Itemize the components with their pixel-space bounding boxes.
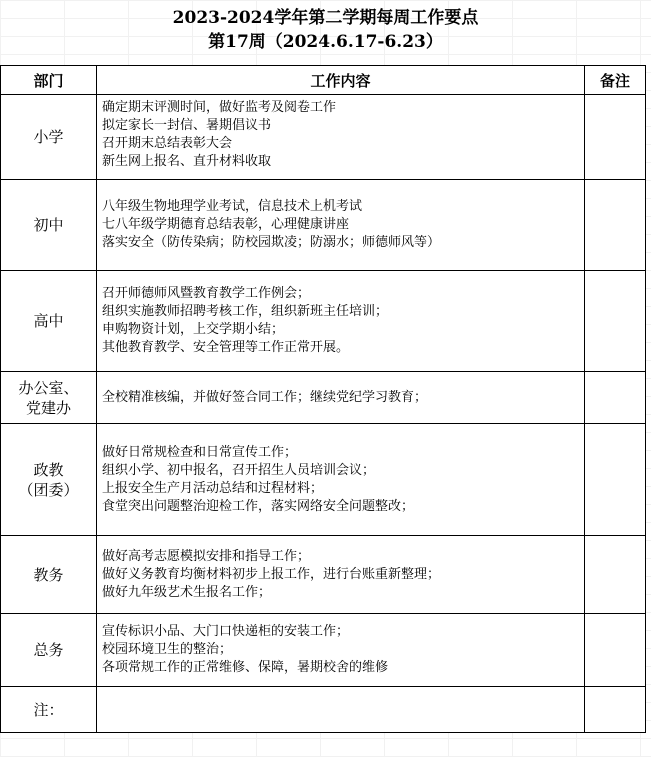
- content-line: 食堂突出问题整治迎检工作，落实网络安全问题整改；: [102, 498, 415, 514]
- row-office: [1, 372, 646, 424]
- content-cell[interactable]: [97, 536, 585, 614]
- content-cell[interactable]: [97, 372, 585, 424]
- row-general-affairs: [1, 614, 646, 687]
- row-junior: [1, 180, 646, 271]
- note-cell[interactable]: [585, 424, 646, 536]
- content-line: 召开师德师风暨教育教学工作例会；: [102, 286, 311, 301]
- row-senior: [1, 271, 646, 372]
- footnote-label[interactable]: 注：: [1, 687, 97, 733]
- header-dept[interactable]: 部门: [1, 66, 97, 95]
- header-note[interactable]: 备注: [585, 66, 646, 95]
- dept-line: 办公室、: [18, 378, 79, 397]
- content-line: 做好九年级艺术生报名工作；: [102, 584, 272, 600]
- content-line: 做好义务教育均衡材料初步上报工作，进行台账重新整理；: [102, 566, 441, 582]
- dept-cell[interactable]: [1, 424, 97, 536]
- content-cell[interactable]: [97, 180, 585, 271]
- content-line: 做好日常规检查和日常宣传工作；: [102, 444, 298, 460]
- note-cell[interactable]: [585, 271, 646, 372]
- sheet-empty-area: [0, 734, 651, 757]
- content-line: 校园环境卫生的整治；: [102, 642, 233, 657]
- content-line: 落实安全（防传染病；防校园欺凌；防溺水；师德师风等）: [102, 235, 441, 250]
- content-line: 组织小学、初中报名，召开招生人员培训会议；: [102, 462, 376, 478]
- content-line: 上报安全生产月活动总结和过程材料；: [102, 480, 324, 496]
- content-line: 新生网上报名、直升材料收取: [102, 154, 272, 169]
- content-cell[interactable]: [97, 271, 585, 372]
- dept-cell[interactable]: 初中: [1, 180, 97, 271]
- note-cell[interactable]: [585, 95, 646, 180]
- note-cell[interactable]: [585, 687, 646, 733]
- weekly-plan-table: [0, 65, 646, 733]
- content-line: 申购物资计划，上交学期小结；: [102, 322, 285, 337]
- row-primary: [1, 95, 646, 180]
- footnote-cell[interactable]: [97, 687, 585, 733]
- content-cell[interactable]: [97, 95, 585, 180]
- content-line: 宣传标识小品、大门口快递柜的安装工作；: [102, 624, 350, 639]
- content-line: 拟定家长一封信、暑期倡议书: [102, 118, 272, 133]
- content-cell[interactable]: [97, 424, 585, 536]
- content-line: 八年级生物地理学业考试，信息技术上机考试: [102, 199, 363, 214]
- title-line-2: 第17周（2024.6.17-6.23）: [208, 32, 443, 52]
- dept-line: 政教: [33, 460, 64, 479]
- content-line: 全校精准核编，并做好签合同工作；继续党纪学习教育；: [102, 389, 428, 405]
- note-cell[interactable]: [585, 614, 646, 687]
- dept-line: （团委）: [18, 480, 79, 499]
- content-line: 各项常规工作的正常维修、保障，暑期校舍的维修: [102, 660, 389, 675]
- title-line-1: 2023-2024学年第二学期每周工作要点: [172, 8, 479, 28]
- content-line: 其他教育教学、安全管理等工作正常开展。: [102, 340, 350, 355]
- note-cell[interactable]: [585, 180, 646, 271]
- header-content[interactable]: 工作内容: [97, 66, 585, 95]
- note-cell[interactable]: [585, 372, 646, 424]
- content-line: 组织实施教师招聘考核工作，组织新班主任培训；: [102, 304, 389, 319]
- dept-line: 党建办: [25, 398, 71, 417]
- header-row: [1, 66, 646, 95]
- row-footnote: [1, 687, 646, 733]
- note-cell[interactable]: [585, 536, 646, 614]
- content-line: 确定期末评测时间，做好监考及阅卷工作: [102, 100, 337, 115]
- dept-cell[interactable]: 总务: [1, 614, 97, 687]
- content-line: 做好高考志愿模拟安排和指导工作；: [102, 548, 311, 564]
- dept-cell[interactable]: 小学: [1, 95, 97, 180]
- row-academic: [1, 536, 646, 614]
- content-line: 召开期末总结表彰大会: [102, 136, 233, 151]
- content-cell[interactable]: [97, 614, 585, 687]
- dept-cell[interactable]: 高中: [1, 271, 97, 372]
- dept-cell[interactable]: 教务: [1, 536, 97, 614]
- document-title: [0, 6, 651, 54]
- row-political: [1, 424, 646, 536]
- dept-cell[interactable]: [1, 372, 97, 424]
- content-line: 七八年级学期德育总结表彰，心理健康讲座: [102, 217, 350, 232]
